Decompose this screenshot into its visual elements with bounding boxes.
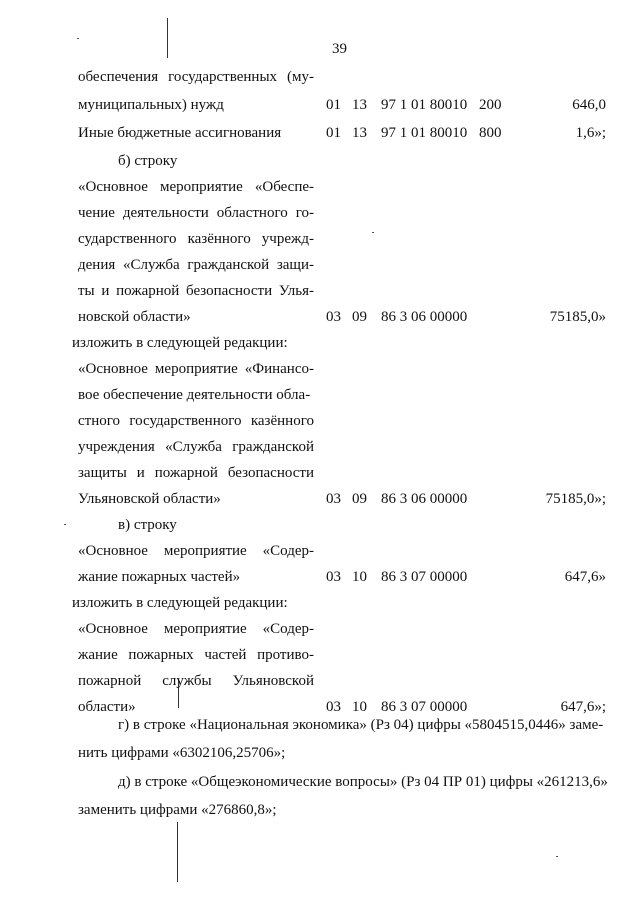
table-row-desc <box>78 204 314 222</box>
desc-word: Ульяновской области» <box>78 491 221 507</box>
table-cell-rz: 03 <box>326 491 341 507</box>
table-row-desc <box>78 698 136 716</box>
scan-artifact-speck <box>64 524 66 525</box>
scan-artifact-speck <box>372 232 374 233</box>
desc-word: учреждения <box>78 439 155 455</box>
table-cell-vr: 800 <box>479 125 502 141</box>
paragraph-d-line2: заменить цифрами «276860,8»; <box>78 802 277 818</box>
table-cell-csr: 86 3 06 00000 <box>381 491 468 507</box>
desc-word: изложить в следующей редакции: <box>72 335 288 351</box>
table-cell-csr: 97 1 01 80010 <box>381 125 468 141</box>
desc-word: государственного <box>129 413 242 429</box>
desc-word: казённого <box>250 413 314 429</box>
desc-word: службы <box>162 673 212 689</box>
table-row-desc <box>78 282 314 300</box>
table-cell-sum: 75185,0» <box>549 309 606 325</box>
desc-word: «Основное <box>78 621 148 637</box>
table-cell-pr: 13 <box>352 125 367 141</box>
table-cell-sum: 647,6» <box>564 569 606 585</box>
table-row-desc <box>78 124 281 142</box>
desc-word: мероприятие <box>163 543 247 559</box>
desc-word: гражданской <box>187 257 270 273</box>
desc-word: (му- <box>287 69 314 85</box>
desc-word: «Служба <box>122 257 180 273</box>
table-cell-pr: 10 <box>352 569 367 585</box>
table-cell-sum: 646,0 <box>572 97 606 113</box>
desc-word: пожарных <box>128 647 194 663</box>
table-row-desc <box>78 96 224 114</box>
table-row-desc <box>78 568 240 586</box>
desc-word: государственных <box>168 69 278 85</box>
desc-word: новской области» <box>78 309 191 325</box>
table-row-desc <box>78 178 314 196</box>
desc-word: и <box>136 465 145 481</box>
desc-word: изложить в следующей редакции: <box>72 595 288 611</box>
table-cell-csr: 97 1 01 80010 <box>381 97 468 113</box>
table-row-desc <box>78 646 314 664</box>
desc-word: «Основное <box>78 361 148 377</box>
desc-word: «Служба <box>165 439 222 455</box>
paragraph-g-text: г) в строке «Национальная экономика» (Рз 04) цифры «5804515,0446» заме- <box>118 717 604 733</box>
desc-word: ты <box>78 283 95 299</box>
desc-word: безопасности <box>186 283 273 299</box>
table-cell-sum: 647,6»; <box>560 699 606 715</box>
desc-word: пожарной <box>116 283 180 299</box>
desc-word: го- <box>295 205 314 221</box>
desc-word: Иные бюджетные ассигнования <box>78 125 282 141</box>
table-cell-csr: 86 3 07 00000 <box>381 699 468 715</box>
desc-word: «Основное <box>78 543 148 559</box>
table-row-desc <box>78 464 314 482</box>
desc-word: обеспечения <box>78 69 159 85</box>
desc-word: «Финансо- <box>244 361 314 377</box>
table-cell-rz: 01 <box>326 97 341 113</box>
table-row-desc <box>118 516 177 534</box>
desc-word: области» <box>78 699 136 715</box>
desc-word: безопасности <box>227 465 314 481</box>
table-cell-rz: 03 <box>326 309 341 325</box>
desc-word: областного <box>216 205 288 221</box>
desc-word: и <box>101 283 110 299</box>
table-cell-rz: 03 <box>326 699 341 715</box>
table-cell-csr: 86 3 07 00000 <box>381 569 468 585</box>
desc-word: Улья- <box>278 283 314 299</box>
desc-word: защи- <box>276 257 314 273</box>
desc-word: пожарной <box>154 465 218 481</box>
table-row-desc <box>78 308 191 326</box>
desc-word: чение <box>78 205 115 221</box>
desc-word: стного <box>78 413 121 429</box>
page-number: 39 <box>332 41 347 57</box>
table-cell-pr: 10 <box>352 699 367 715</box>
desc-word: «Основное <box>78 179 148 195</box>
table-cell-vr: 200 <box>479 97 502 113</box>
desc-word: казённого <box>187 231 251 247</box>
table-row-desc <box>72 594 288 612</box>
desc-word: противо- <box>257 647 314 663</box>
table-row-desc <box>78 386 310 404</box>
desc-word: «Содер- <box>262 621 314 637</box>
scan-artifact-line <box>177 822 178 882</box>
table-row-desc <box>78 68 314 86</box>
desc-word: мероприятие <box>159 179 243 195</box>
table-cell-sum: 75185,0»; <box>545 491 606 507</box>
desc-word: жание <box>78 647 118 663</box>
desc-word: б) строку <box>118 153 178 169</box>
paragraph-g-line1 <box>118 716 605 734</box>
table-row-desc <box>78 360 314 378</box>
desc-word: мероприятие <box>154 361 238 377</box>
table-row-desc <box>78 230 314 248</box>
table-row-desc <box>78 620 314 638</box>
table-cell-pr: 09 <box>352 491 367 507</box>
table-row-desc <box>72 334 288 352</box>
desc-word: учрежд- <box>261 231 314 247</box>
desc-word: пожарной <box>78 673 142 689</box>
paragraph-d-text: д) в строке «Общеэкономические вопросы» (Рз 04 ПР 01) цифры «261213,6» <box>118 774 608 790</box>
table-row-desc <box>118 152 177 170</box>
desc-word: мероприятие <box>163 621 247 637</box>
desc-word: «Обеспе- <box>254 179 314 195</box>
table-cell-rz: 01 <box>326 125 341 141</box>
desc-word: муниципальных) нужд <box>78 97 224 113</box>
desc-word: частей <box>204 647 247 663</box>
scan-artifact-speck <box>77 38 79 39</box>
desc-word: сударственного <box>78 231 177 247</box>
table-row-desc <box>78 490 221 508</box>
table-cell-rz: 03 <box>326 569 341 585</box>
desc-word: деятельности <box>122 205 209 221</box>
table-row-desc <box>78 256 314 274</box>
table-cell-pr: 13 <box>352 97 367 113</box>
desc-word: в) строку <box>118 517 177 533</box>
table-row-desc <box>78 438 314 456</box>
desc-word: «Содер- <box>262 543 314 559</box>
table-cell-csr: 86 3 06 00000 <box>381 309 468 325</box>
table-cell-pr: 09 <box>352 309 367 325</box>
paragraph-g-line2: нить цифрами «6302106,25706»; <box>78 745 286 761</box>
scan-artifact-speck <box>556 856 558 857</box>
scan-artifact-line <box>167 18 168 58</box>
table-row-desc <box>78 542 314 560</box>
desc-word: вое обеспечение деятельности обла- <box>78 387 311 403</box>
desc-word: защиты <box>78 465 127 481</box>
paragraph-d-line1 <box>118 773 611 791</box>
desc-word: гражданской <box>232 439 314 455</box>
desc-word: дения <box>78 257 116 273</box>
table-row-desc <box>78 672 314 690</box>
table-cell-sum: 1,6»; <box>575 125 606 141</box>
desc-word: жание пожарных частей» <box>78 569 241 585</box>
table-row-desc <box>78 412 314 430</box>
desc-word: Ульяновской <box>232 673 314 689</box>
